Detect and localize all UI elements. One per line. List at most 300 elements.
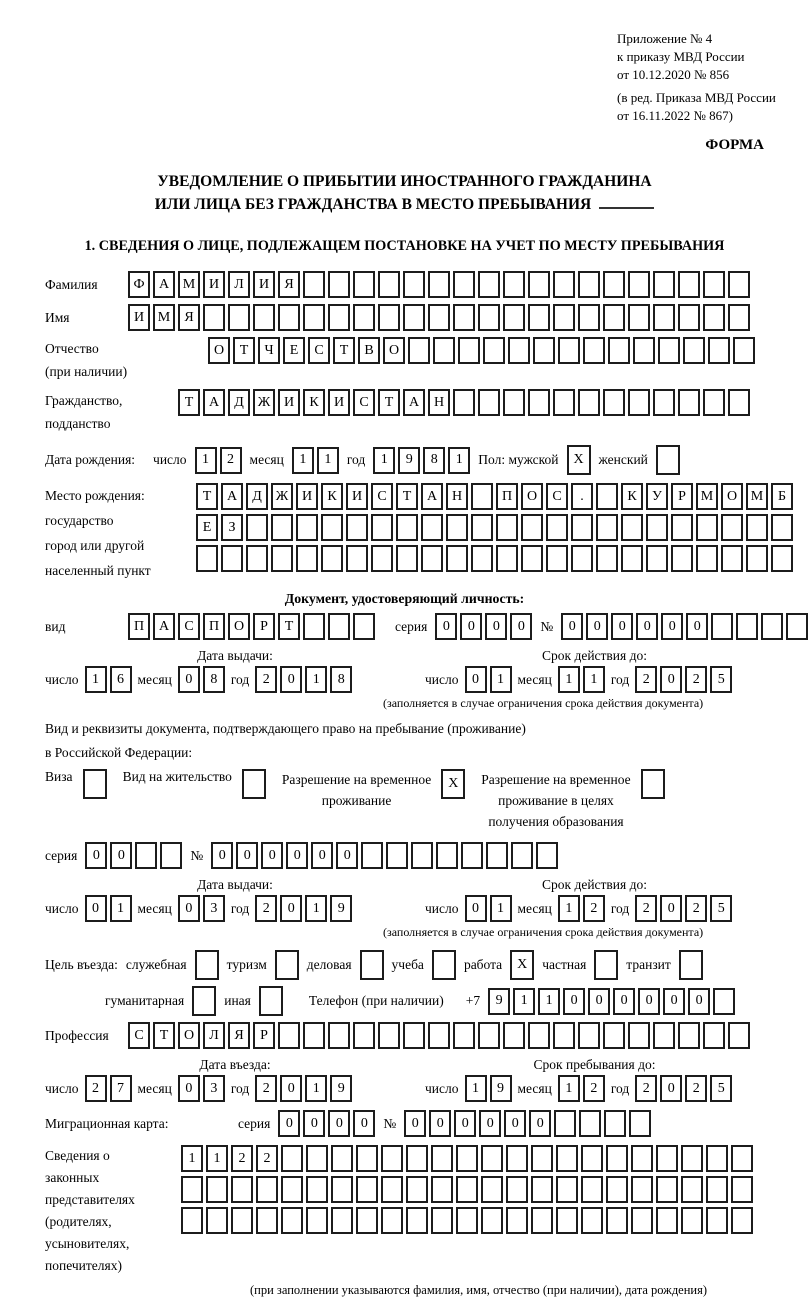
char-box[interactable] (681, 1207, 703, 1234)
char-box[interactable]: К (303, 389, 325, 416)
char-box[interactable]: 0 (280, 666, 302, 693)
char-box[interactable]: 6 (110, 666, 132, 693)
char-box[interactable]: 2 (231, 1145, 253, 1172)
char-box[interactable]: Е (283, 337, 305, 364)
char-box[interactable] (478, 1022, 500, 1049)
char-box[interactable] (478, 304, 500, 331)
char-box[interactable]: 0 (588, 988, 610, 1015)
char-box[interactable]: С (371, 483, 393, 510)
char-box[interactable]: 1 (110, 895, 132, 922)
char-box[interactable] (328, 1022, 350, 1049)
char-box[interactable] (328, 304, 350, 331)
char-box[interactable] (503, 304, 525, 331)
char-box[interactable]: Н (428, 389, 450, 416)
checkbox[interactable] (83, 769, 107, 799)
char-box[interactable] (703, 1022, 725, 1049)
char-box[interactable] (378, 271, 400, 298)
char-box[interactable]: Т (196, 483, 218, 510)
char-box[interactable]: Т (333, 337, 355, 364)
char-box[interactable]: 0 (561, 613, 583, 640)
char-box[interactable] (581, 1207, 603, 1234)
char-box[interactable] (678, 1022, 700, 1049)
char-box[interactable] (633, 337, 655, 364)
char-box[interactable] (446, 545, 468, 572)
char-box[interactable]: 1 (292, 447, 314, 474)
char-box[interactable]: 1 (305, 1075, 327, 1102)
char-box[interactable] (721, 545, 743, 572)
char-box[interactable] (303, 271, 325, 298)
char-box[interactable] (406, 1207, 428, 1234)
char-box[interactable] (278, 1022, 300, 1049)
char-box[interactable]: И (278, 389, 300, 416)
char-box[interactable]: Р (671, 483, 693, 510)
char-box[interactable] (506, 1176, 528, 1203)
char-box[interactable]: 1 (558, 666, 580, 693)
char-box[interactable]: О (178, 1022, 200, 1049)
char-box[interactable]: 1 (317, 447, 339, 474)
char-box[interactable] (556, 1176, 578, 1203)
char-box[interactable]: 2 (583, 895, 605, 922)
char-box[interactable]: О (383, 337, 405, 364)
char-box[interactable]: 1 (305, 895, 327, 922)
char-box[interactable] (431, 1207, 453, 1234)
char-box[interactable]: 2 (220, 447, 242, 474)
char-box[interactable]: Т (396, 483, 418, 510)
char-box[interactable] (471, 545, 493, 572)
char-box[interactable]: 1 (490, 666, 512, 693)
char-box[interactable] (628, 271, 650, 298)
char-box[interactable]: М (153, 304, 175, 331)
char-box[interactable] (331, 1176, 353, 1203)
char-box[interactable] (706, 1145, 728, 1172)
char-box[interactable]: О (521, 483, 543, 510)
char-box[interactable] (606, 1207, 628, 1234)
checkbox[interactable] (259, 986, 283, 1016)
char-box[interactable]: И (253, 271, 275, 298)
char-box[interactable]: Т (153, 1022, 175, 1049)
char-box[interactable]: Я (278, 271, 300, 298)
char-box[interactable] (603, 1022, 625, 1049)
char-box[interactable]: 1 (513, 988, 535, 1015)
char-box[interactable]: 1 (558, 895, 580, 922)
char-box[interactable] (256, 1207, 278, 1234)
char-box[interactable]: 0 (504, 1110, 526, 1137)
char-box[interactable]: 0 (280, 895, 302, 922)
char-box[interactable] (306, 1176, 328, 1203)
char-box[interactable] (371, 514, 393, 541)
char-box[interactable] (356, 1207, 378, 1234)
char-box[interactable] (628, 389, 650, 416)
char-box[interactable] (628, 304, 650, 331)
char-box[interactable] (378, 304, 400, 331)
char-box[interactable] (306, 1207, 328, 1234)
checkbox[interactable] (195, 950, 219, 980)
char-box[interactable] (256, 1176, 278, 1203)
char-box[interactable] (706, 1207, 728, 1234)
char-box[interactable] (621, 514, 643, 541)
char-box[interactable]: 0 (85, 895, 107, 922)
char-box[interactable] (556, 1207, 578, 1234)
char-box[interactable] (428, 271, 450, 298)
checkbox[interactable] (192, 986, 216, 1016)
char-box[interactable] (453, 304, 475, 331)
char-box[interactable]: 9 (398, 447, 420, 474)
char-box[interactable] (281, 1145, 303, 1172)
char-box[interactable] (658, 337, 680, 364)
char-box[interactable] (278, 304, 300, 331)
char-box[interactable] (571, 514, 593, 541)
char-box[interactable] (436, 842, 458, 869)
char-box[interactable]: 1 (558, 1075, 580, 1102)
char-box[interactable]: 1 (465, 1075, 487, 1102)
char-box[interactable] (181, 1176, 203, 1203)
char-box[interactable]: 2 (635, 1075, 657, 1102)
char-box[interactable] (453, 389, 475, 416)
char-box[interactable]: Н (446, 483, 468, 510)
char-box[interactable] (228, 304, 250, 331)
char-box[interactable] (483, 337, 505, 364)
char-box[interactable]: Р (253, 613, 275, 640)
char-box[interactable] (596, 514, 618, 541)
char-box[interactable] (506, 1207, 528, 1234)
char-box[interactable] (160, 842, 182, 869)
char-box[interactable] (703, 304, 725, 331)
char-box[interactable]: И (346, 483, 368, 510)
checkbox[interactable] (360, 950, 384, 980)
char-box[interactable] (496, 514, 518, 541)
char-box[interactable]: 0 (261, 842, 283, 869)
char-box[interactable] (786, 613, 808, 640)
char-box[interactable]: 1 (206, 1145, 228, 1172)
char-box[interactable]: 7 (110, 1075, 132, 1102)
char-box[interactable] (361, 842, 383, 869)
char-box[interactable] (458, 337, 480, 364)
char-box[interactable]: 0 (686, 613, 708, 640)
char-box[interactable] (408, 337, 430, 364)
char-box[interactable] (246, 545, 268, 572)
char-box[interactable] (746, 514, 768, 541)
char-box[interactable]: 2 (255, 895, 277, 922)
char-box[interactable]: 9 (330, 1075, 352, 1102)
char-box[interactable] (578, 1022, 600, 1049)
char-box[interactable] (646, 545, 668, 572)
char-box[interactable]: 8 (423, 447, 445, 474)
char-box[interactable]: 0 (636, 613, 658, 640)
char-box[interactable] (503, 271, 525, 298)
char-box[interactable] (181, 1207, 203, 1234)
char-box[interactable] (728, 304, 750, 331)
char-box[interactable]: А (221, 483, 243, 510)
char-box[interactable]: Е (196, 514, 218, 541)
char-box[interactable] (558, 337, 580, 364)
char-box[interactable]: К (621, 483, 643, 510)
char-box[interactable] (721, 514, 743, 541)
char-box[interactable]: 0 (563, 988, 585, 1015)
char-box[interactable]: П (496, 483, 518, 510)
char-box[interactable] (671, 545, 693, 572)
char-box[interactable] (528, 304, 550, 331)
char-box[interactable] (656, 1207, 678, 1234)
char-box[interactable] (421, 514, 443, 541)
char-box[interactable] (403, 271, 425, 298)
checkbox[interactable] (679, 950, 703, 980)
char-box[interactable] (381, 1176, 403, 1203)
char-box[interactable]: У (646, 483, 668, 510)
char-box[interactable]: 0 (688, 988, 710, 1015)
char-box[interactable]: 0 (286, 842, 308, 869)
char-box[interactable]: 5 (710, 1075, 732, 1102)
char-box[interactable] (356, 1176, 378, 1203)
char-box[interactable] (761, 613, 783, 640)
char-box[interactable] (386, 842, 408, 869)
char-box[interactable]: . (571, 483, 593, 510)
char-box[interactable] (481, 1145, 503, 1172)
char-box[interactable] (531, 1207, 553, 1234)
char-box[interactable]: 0 (178, 1075, 200, 1102)
char-box[interactable]: 0 (660, 895, 682, 922)
char-box[interactable] (571, 545, 593, 572)
char-box[interactable] (496, 545, 518, 572)
char-box[interactable]: 0 (353, 1110, 375, 1137)
char-box[interactable] (678, 304, 700, 331)
char-box[interactable] (431, 1145, 453, 1172)
char-box[interactable] (728, 1022, 750, 1049)
char-box[interactable] (421, 545, 443, 572)
char-box[interactable] (511, 842, 533, 869)
char-box[interactable] (403, 1022, 425, 1049)
char-box[interactable] (253, 304, 275, 331)
char-box[interactable] (728, 271, 750, 298)
char-box[interactable]: 0 (435, 613, 457, 640)
char-box[interactable]: 0 (465, 895, 487, 922)
char-box[interactable] (321, 545, 343, 572)
char-box[interactable] (303, 304, 325, 331)
char-box[interactable]: 0 (404, 1110, 426, 1137)
char-box[interactable]: 0 (110, 842, 132, 869)
checkbox[interactable] (242, 769, 266, 799)
char-box[interactable]: 0 (336, 842, 358, 869)
char-box[interactable] (578, 389, 600, 416)
char-box[interactable] (306, 1145, 328, 1172)
char-box[interactable] (553, 304, 575, 331)
char-box[interactable]: 0 (328, 1110, 350, 1137)
char-box[interactable] (246, 514, 268, 541)
char-box[interactable]: 3 (203, 1075, 225, 1102)
char-box[interactable]: 0 (485, 613, 507, 640)
char-box[interactable]: Я (228, 1022, 250, 1049)
char-box[interactable]: 2 (685, 1075, 707, 1102)
char-box[interactable] (403, 304, 425, 331)
char-box[interactable] (531, 1176, 553, 1203)
checkbox[interactable] (594, 950, 618, 980)
char-box[interactable] (203, 304, 225, 331)
char-box[interactable]: Т (178, 389, 200, 416)
char-box[interactable]: 0 (661, 613, 683, 640)
char-box[interactable] (303, 1022, 325, 1049)
char-box[interactable]: 2 (85, 1075, 107, 1102)
char-box[interactable] (696, 545, 718, 572)
char-box[interactable] (736, 613, 758, 640)
char-box[interactable]: И (296, 483, 318, 510)
char-box[interactable]: О (208, 337, 230, 364)
char-box[interactable] (321, 514, 343, 541)
char-box[interactable]: 2 (635, 666, 657, 693)
char-box[interactable]: И (328, 389, 350, 416)
char-box[interactable] (678, 271, 700, 298)
char-box[interactable]: 0 (303, 1110, 325, 1137)
char-box[interactable] (653, 1022, 675, 1049)
char-box[interactable]: С (178, 613, 200, 640)
char-box[interactable] (646, 514, 668, 541)
char-box[interactable]: 0 (311, 842, 333, 869)
char-box[interactable] (603, 271, 625, 298)
char-box[interactable] (731, 1145, 753, 1172)
char-box[interactable] (221, 545, 243, 572)
checkbox[interactable] (275, 950, 299, 980)
char-box[interactable]: 1 (373, 447, 395, 474)
char-box[interactable] (678, 389, 700, 416)
char-box[interactable] (671, 514, 693, 541)
char-box[interactable] (528, 271, 550, 298)
char-box[interactable] (604, 1110, 626, 1137)
char-box[interactable] (556, 1145, 578, 1172)
char-box[interactable]: 2 (685, 666, 707, 693)
char-box[interactable] (653, 304, 675, 331)
char-box[interactable] (683, 337, 705, 364)
char-box[interactable] (471, 514, 493, 541)
char-box[interactable] (346, 514, 368, 541)
char-box[interactable] (771, 514, 793, 541)
char-box[interactable] (331, 1207, 353, 1234)
char-box[interactable] (553, 271, 575, 298)
char-box[interactable]: 0 (663, 988, 685, 1015)
char-box[interactable] (536, 842, 558, 869)
char-box[interactable]: К (321, 483, 343, 510)
char-box[interactable] (506, 1145, 528, 1172)
char-box[interactable]: 0 (611, 613, 633, 640)
char-box[interactable] (631, 1207, 653, 1234)
char-box[interactable] (603, 304, 625, 331)
char-box[interactable]: Ч (258, 337, 280, 364)
char-box[interactable]: 1 (490, 895, 512, 922)
char-box[interactable]: 0 (660, 1075, 682, 1102)
char-box[interactable]: 2 (583, 1075, 605, 1102)
char-box[interactable] (481, 1207, 503, 1234)
char-box[interactable]: 8 (330, 666, 352, 693)
char-box[interactable]: Л (228, 271, 250, 298)
char-box[interactable] (578, 304, 600, 331)
char-box[interactable] (486, 842, 508, 869)
char-box[interactable] (728, 389, 750, 416)
char-box[interactable] (346, 545, 368, 572)
char-box[interactable]: 0 (510, 613, 532, 640)
char-box[interactable]: В (358, 337, 380, 364)
char-box[interactable]: Б (771, 483, 793, 510)
char-box[interactable]: 0 (460, 613, 482, 640)
char-box[interactable] (703, 271, 725, 298)
char-box[interactable]: А (203, 389, 225, 416)
char-box[interactable]: А (403, 389, 425, 416)
char-box[interactable]: И (128, 304, 150, 331)
char-box[interactable]: Д (228, 389, 250, 416)
char-box[interactable] (553, 389, 575, 416)
char-box[interactable]: 1 (448, 447, 470, 474)
char-box[interactable]: С (353, 389, 375, 416)
char-box[interactable]: 0 (479, 1110, 501, 1137)
char-box[interactable]: А (421, 483, 443, 510)
char-box[interactable] (371, 545, 393, 572)
char-box[interactable] (353, 304, 375, 331)
char-box[interactable]: Ж (253, 389, 275, 416)
char-box[interactable] (656, 1145, 678, 1172)
char-box[interactable] (353, 1022, 375, 1049)
char-box[interactable] (353, 613, 375, 640)
char-box[interactable] (733, 337, 755, 364)
char-box[interactable]: 9 (330, 895, 352, 922)
char-box[interactable] (553, 1022, 575, 1049)
char-box[interactable]: 5 (710, 895, 732, 922)
char-box[interactable] (581, 1145, 603, 1172)
char-box[interactable] (731, 1176, 753, 1203)
char-box[interactable] (271, 545, 293, 572)
char-box[interactable] (554, 1110, 576, 1137)
char-box[interactable] (656, 1176, 678, 1203)
char-box[interactable] (628, 1022, 650, 1049)
char-box[interactable] (328, 613, 350, 640)
char-box[interactable]: С (308, 337, 330, 364)
char-box[interactable]: М (178, 271, 200, 298)
char-box[interactable] (446, 514, 468, 541)
char-box[interactable] (681, 1145, 703, 1172)
char-box[interactable] (596, 483, 618, 510)
char-box[interactable] (478, 389, 500, 416)
char-box[interactable] (328, 271, 350, 298)
char-box[interactable]: 1 (583, 666, 605, 693)
char-box[interactable]: С (546, 483, 568, 510)
char-box[interactable]: Л (203, 1022, 225, 1049)
char-box[interactable]: 0 (454, 1110, 476, 1137)
char-box[interactable]: Ф (128, 271, 150, 298)
char-box[interactable] (411, 842, 433, 869)
char-box[interactable]: 0 (236, 842, 258, 869)
char-box[interactable] (281, 1176, 303, 1203)
char-box[interactable]: З (221, 514, 243, 541)
char-box[interactable]: 0 (429, 1110, 451, 1137)
char-box[interactable]: 0 (465, 666, 487, 693)
char-box[interactable] (406, 1176, 428, 1203)
char-box[interactable] (356, 1145, 378, 1172)
char-box[interactable] (578, 271, 600, 298)
char-box[interactable] (629, 1110, 651, 1137)
char-box[interactable] (296, 545, 318, 572)
char-box[interactable] (508, 337, 530, 364)
char-box[interactable] (546, 514, 568, 541)
char-box[interactable]: 9 (490, 1075, 512, 1102)
char-box[interactable]: И (203, 271, 225, 298)
char-box[interactable]: Т (378, 389, 400, 416)
char-box[interactable] (271, 514, 293, 541)
char-box[interactable] (771, 545, 793, 572)
char-box[interactable]: Д (246, 483, 268, 510)
char-box[interactable]: 8 (203, 666, 225, 693)
char-box[interactable]: 0 (586, 613, 608, 640)
char-box[interactable]: 0 (529, 1110, 551, 1137)
char-box[interactable]: 3 (203, 895, 225, 922)
char-box[interactable] (433, 337, 455, 364)
char-box[interactable]: 0 (660, 666, 682, 693)
char-box[interactable] (708, 337, 730, 364)
char-box[interactable] (453, 1022, 475, 1049)
